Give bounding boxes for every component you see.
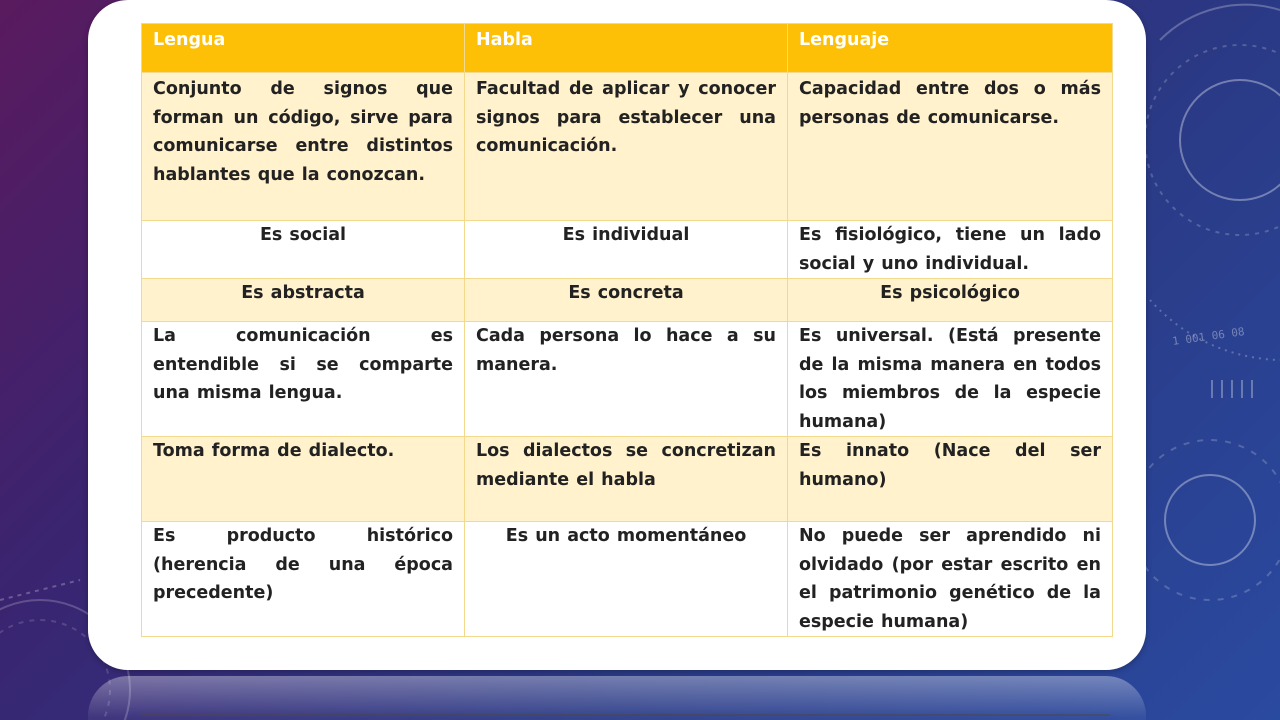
table-cell: Es concreta <box>465 279 788 322</box>
table-row <box>142 322 1113 437</box>
table-cell: Es social <box>142 221 465 279</box>
table-row <box>142 221 1113 279</box>
table-cell: Es psicológico <box>788 279 1113 322</box>
table-row <box>142 522 1113 637</box>
slide-reflection <box>88 676 1146 720</box>
table-cell: Es innato (Nace del ser humano) <box>788 437 1113 522</box>
table-cell: Es fisiológico, tiene un lado social y uno individual. <box>788 221 1113 279</box>
table-cell: Es un acto momentáneo <box>465 522 788 637</box>
table-cell: Es universal. (Está presente de la misma manera en todos los miembros de la especie humana) <box>788 322 1113 437</box>
header-lengua: Lengua <box>142 24 465 73</box>
table-cell: Es individual <box>465 221 788 279</box>
table-row <box>142 73 1113 221</box>
table-cell: Es abstracta <box>142 279 465 322</box>
table-header-row <box>142 24 1113 73</box>
header-lenguaje: Lenguaje <box>788 24 1113 73</box>
table-cell: Toma forma de dialecto. <box>142 437 465 522</box>
comparison-table <box>141 23 1113 637</box>
table-cell: No puede ser aprendido ni olvidado (por estar escrito en el patrimonio genético de la especie humana) <box>788 522 1113 637</box>
ring-decoration <box>1180 80 1280 200</box>
ring-decoration <box>1165 475 1255 565</box>
dial-numbers: 1 001 06 08 <box>1171 324 1246 349</box>
table-cell: Facultad de aplicar y conocer signos para establecer una comunicación. <box>465 73 788 221</box>
table-cell: Los dialectos se concretizan mediante el habla <box>465 437 788 522</box>
reflection-line <box>142 714 1110 716</box>
table-row <box>142 279 1113 322</box>
table-cell: Es producto histórico (herencia de una época precedente) <box>142 522 465 637</box>
header-habla: Habla <box>465 24 788 73</box>
table-cell: Cada persona lo hace a su manera. <box>465 322 788 437</box>
table-cell: La comunicación es entendible si se comparte una misma lengua. <box>142 322 465 437</box>
table-cell: Conjunto de signos que forman un código, sirve para comunicarse entre distintos hablantes que la conozcan. <box>142 73 465 221</box>
table-row <box>142 437 1113 522</box>
table-cell: Capacidad entre dos o más personas de comunicarse. <box>788 73 1113 221</box>
